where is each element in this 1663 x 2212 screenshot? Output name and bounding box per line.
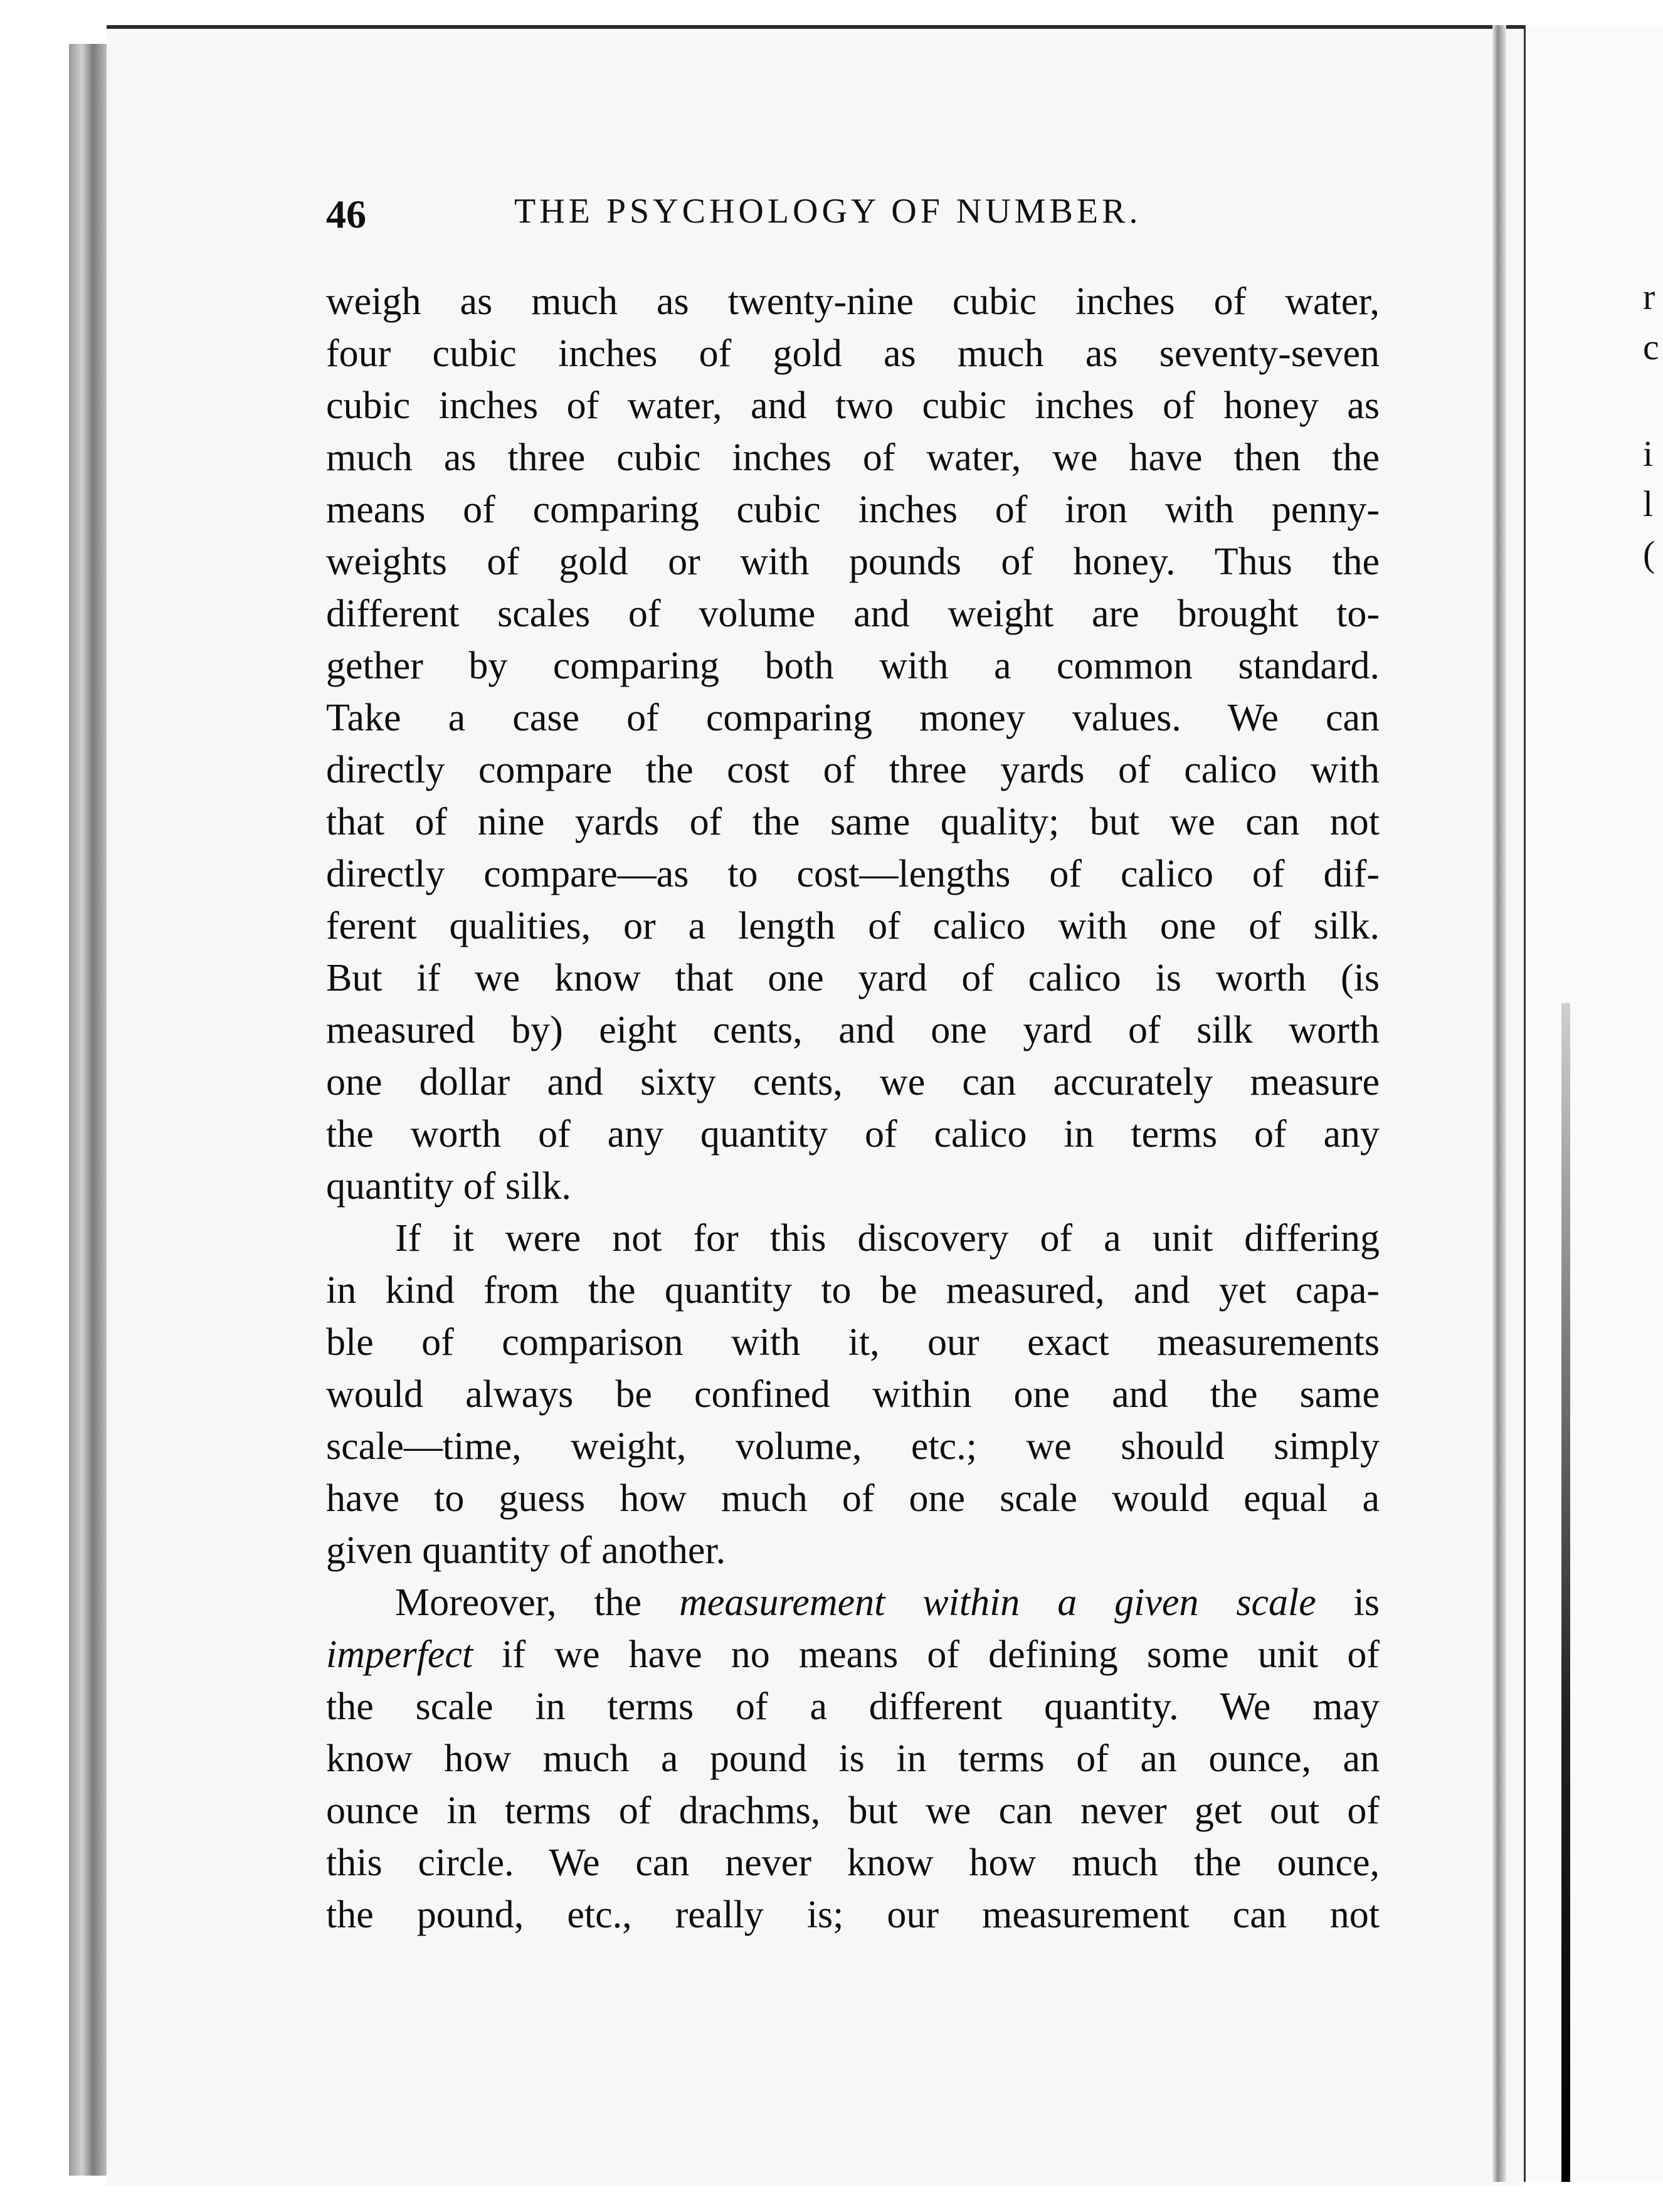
- paragraph-2: [326, 1213, 1380, 1577]
- facing-page-fragment: r: [1643, 276, 1655, 317]
- italic-phrase: measurement within a given scale: [679, 1581, 1316, 1624]
- text-line: quantity of silk.: [326, 1165, 571, 1208]
- italic-word: imperfect: [326, 1633, 473, 1676]
- facing-page: [1524, 25, 1663, 2182]
- text-line: weights of gold or with pounds of honey. Thus the: [326, 540, 1380, 583]
- text-line: have to guess how much of one scale would equal a: [326, 1477, 1380, 1520]
- text-line: know how much a pound is in terms of an ounce, an: [326, 1737, 1380, 1780]
- text-line: ble of comparison with it, our exact measurements: [326, 1321, 1380, 1364]
- text-line: Take a case of comparing money values. We can: [326, 697, 1380, 739]
- text-line: weigh as much as twenty-nine cubic inches of water,: [326, 280, 1380, 323]
- text-line: that of nine yards of the same quality; but we can not: [326, 801, 1380, 843]
- facing-page-fragment: i: [1643, 433, 1654, 474]
- text-line: this circle. We can never know how much the ounce,: [326, 1841, 1380, 1884]
- running-title: THE PSYCHOLOGY OF NUMBER.: [514, 192, 1142, 231]
- facing-page-gutter: [1561, 1003, 1570, 2182]
- text-line: gether by comparing both with a common standard.: [326, 645, 1380, 687]
- text-line: the pound, etc., really is; our measurement can not: [326, 1893, 1380, 1936]
- text-line: If it were not for this discovery of a unit differing: [395, 1217, 1380, 1260]
- text-line: different scales of volume and weight are brought to-: [326, 592, 1380, 635]
- text-line: the worth of any quantity of calico in terms of any: [326, 1113, 1380, 1156]
- facing-page-fragment: l: [1643, 483, 1654, 524]
- body-text: [326, 276, 1380, 1941]
- text-line: But if we know that one yard of calico is worth (is: [326, 957, 1380, 999]
- text-line: ferent qualities, or a length of calico with one of silk.: [326, 905, 1380, 947]
- text-line: directly compare the cost of three yards of calico with: [326, 749, 1380, 791]
- text-line: the scale in terms of a different quantity. We may: [326, 1685, 1380, 1728]
- paragraph-1: [326, 276, 1380, 1213]
- text-line: in kind from the quantity to be measured, and yet capa-: [326, 1269, 1380, 1312]
- text-line: directly compare—as to cost—lengths of calico of dif-: [326, 853, 1380, 895]
- text-line: given quantity of another.: [326, 1529, 726, 1572]
- text-run: is: [1316, 1581, 1380, 1624]
- facing-page-fragment: (: [1643, 534, 1655, 574]
- text-line: four cubic inches of gold as much as seventy-seven: [326, 332, 1380, 375]
- text-line: would always be confined within one and the same: [326, 1373, 1380, 1416]
- text-line: scale—time, weight, volume, etc.; we should simply: [326, 1425, 1380, 1468]
- page-edge: [1492, 25, 1506, 2182]
- text-line: much as three cubic inches of water, we have then the: [326, 436, 1380, 479]
- text-line: [326, 1629, 1380, 1681]
- paragraph-3: [326, 1577, 1380, 1941]
- text-run: Moreover, the: [395, 1581, 680, 1624]
- text-line: means of comparing cubic inches of iron with penny-: [326, 488, 1380, 531]
- page-header: [326, 179, 1505, 235]
- text-line: one dollar and sixty cents, we can accurately measure: [326, 1061, 1380, 1103]
- facing-page-fragment: c: [1643, 327, 1659, 367]
- text-line: measured by) eight cents, and one yard of silk worth: [326, 1009, 1380, 1051]
- text-line: cubic inches of water, and two cubic inches of honey as: [326, 384, 1380, 427]
- text-line: ounce in terms of drachms, but we can never get out of: [326, 1789, 1380, 1832]
- page-number: 46: [326, 192, 366, 236]
- text-line: [326, 1577, 1380, 1629]
- text-run: if we have no means of defining some unit of: [473, 1633, 1380, 1676]
